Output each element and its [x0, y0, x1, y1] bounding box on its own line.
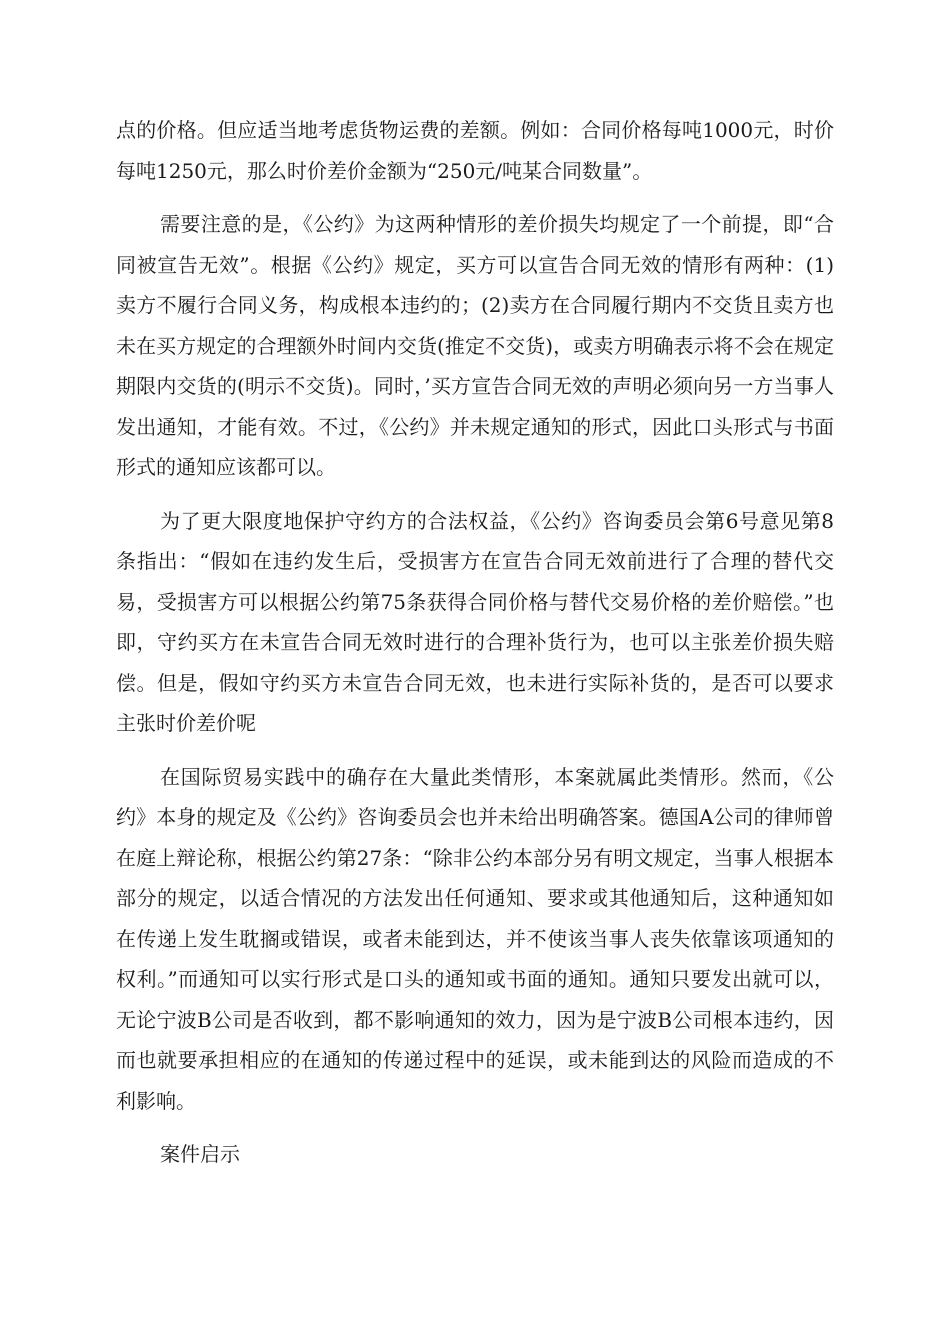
paragraph-contract-avoidance: 需要注意的是，《公约》为这两种情形的差价损失均规定了一个前提，即“合同被宣告无效”。根据《公约》规定，买方可以宣告合同无效的情形有两种：(1)卖方不履行合同义务，构成根本违约的；(2)卖方在合同履行期内不交货且卖方也未在买方规定的合理额外时间内交货(推定不交货)，或卖方明确表示将不会在规定期限内交货的(明示不交货)。同时，’买方宣告合同无效的声明必须向另一方当事人发出通知，才能有效。不过，《公约》并未规定通知的形式，因此口头形式与书面形式的通知应该都可以。: [116, 212, 834, 479]
document-page: [116, 110, 834, 1188]
paragraph-substitute-transaction: 为了更大限度地保护守约方的合法权益，《公约》咨询委员会第6号意见第8条指出：“假如在违约发生后，受损害方在宣告合同无效前进行了合理的替代交易，受损害方可以根据公约第75条获得合同价格与替代交易价格的差价赔偿。”也即，守约买方在未宣告合同无效时进行的合理补货行为，也可以主张差价损失赔偿。但是，假如守约买方未宣告合同无效，也未进行实际补货的，是否可以要求主张时价差价呢: [116, 508, 834, 735]
section-heading: 案件启示: [160, 1142, 240, 1166]
paragraph-price-difference: 点的价格。但应适当地考虑货物运费的差额。例如：合同价格每吨1000元，时价每吨1250元，那么时价差价金额为“250元/吨某合同数量”。: [116, 118, 834, 183]
paragraph-trade-practice: 在国际贸易实践中的确存在大量此类情形，本案就属此类情形。然而，《公约》本身的规定及《公约》咨询委员会也并未给出明确答案。德国A公司的律师曾在庭上辩论称，根据公约第27条：“除非公约本部分另有明文规定，当事人根据本部分的规定，以适合情况的方法发出任何通知、要求或其他通知后，这种通知如在传递上发生耽搁或错误，或者未能到达，并不使该当事人丧失依靠该项通知的权利。”而通知可以实行形式是口头的通知或书面的通知。通知只要发出就可以，无论宁波B公司是否收到，都不影响通知的效力，因为是宁波B公司根本违约，因而也就要承担相应的在通知的传递过程中的延误，或未能到达的风险而造成的不利影响。: [116, 764, 834, 1113]
